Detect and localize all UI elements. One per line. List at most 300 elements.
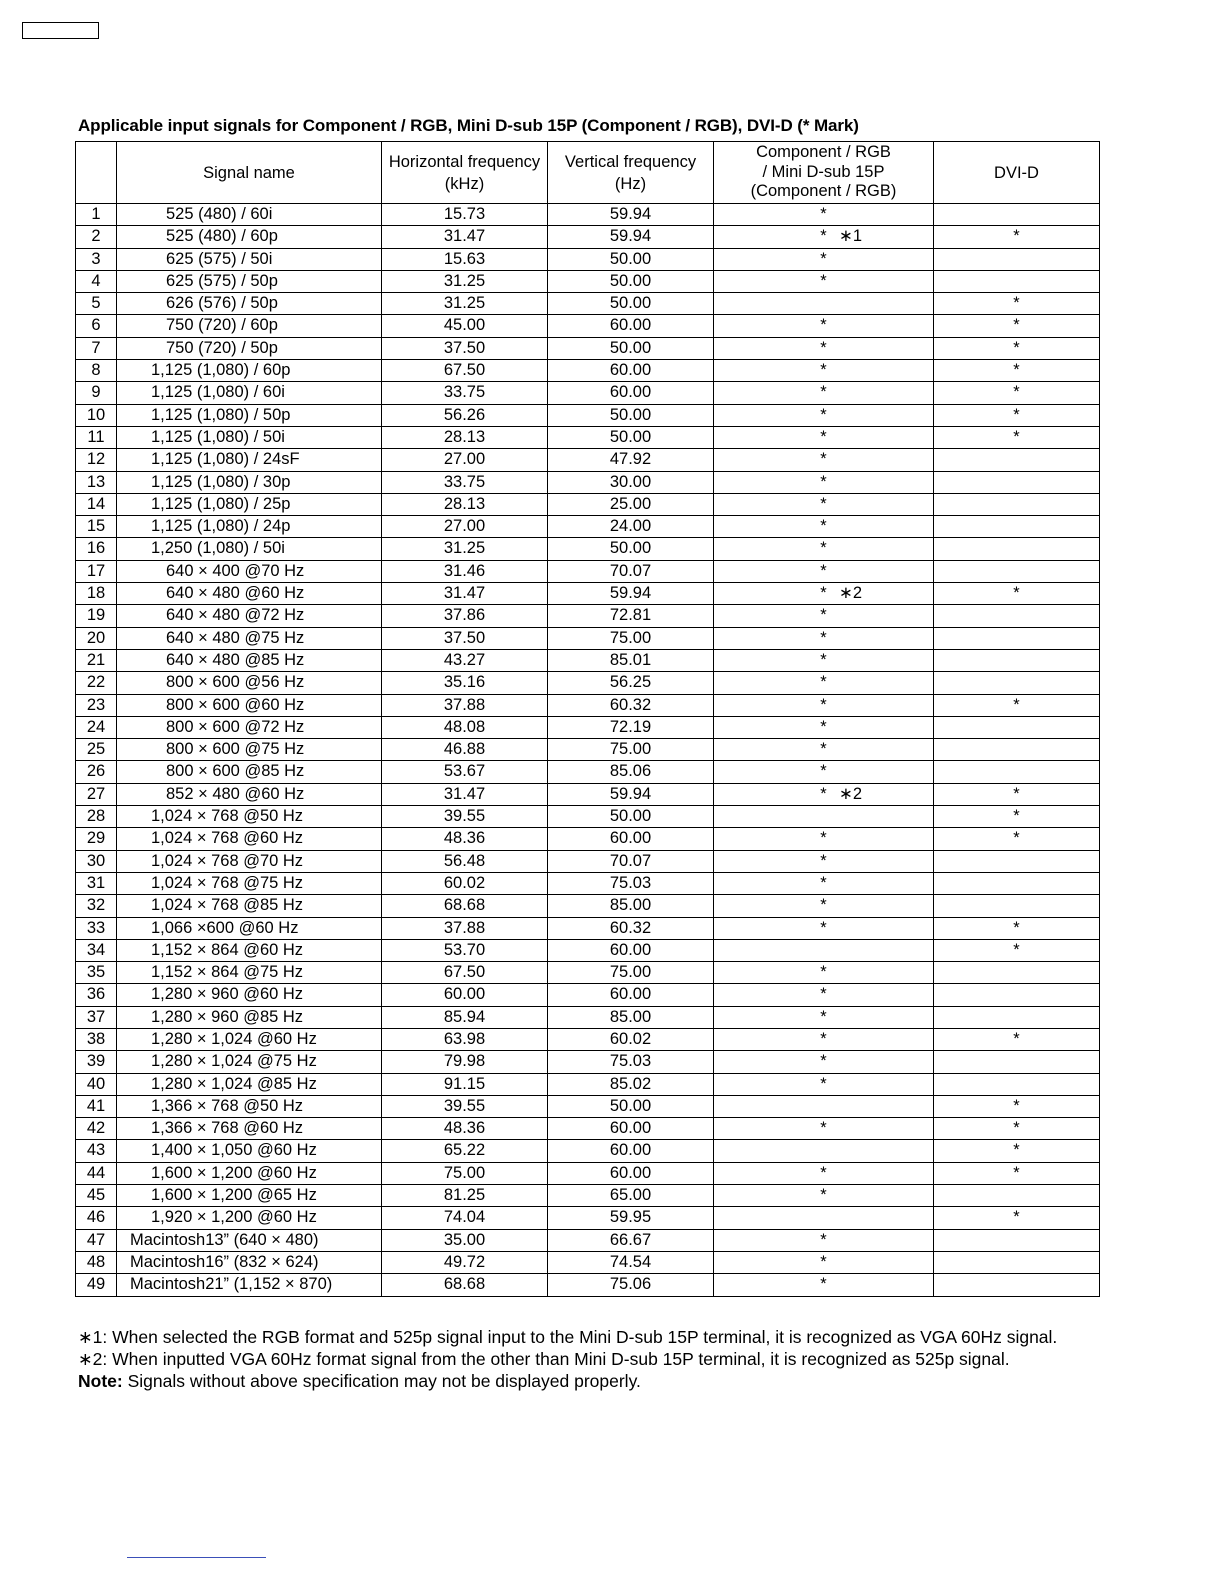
horizontal-frequency: 37.50 — [382, 627, 548, 649]
header-comp-line3: (Component / RGB) — [750, 182, 897, 201]
component-mark-asterisk: * — [820, 1074, 827, 1093]
row-number: 14 — [76, 493, 117, 515]
component-mark-asterisk: * — [820, 717, 827, 736]
horizontal-frequency: 35.00 — [382, 1229, 548, 1251]
signal-name — [117, 895, 382, 917]
footnotes — [78, 1326, 1057, 1392]
dvi-d-mark — [934, 716, 1100, 738]
component-rgb-mark — [714, 516, 934, 538]
component-rgb-mark — [714, 493, 934, 515]
vertical-frequency: 60.00 — [548, 984, 714, 1006]
component-mark-asterisk: * — [820, 249, 827, 268]
signal-name — [117, 471, 382, 493]
table-row — [76, 583, 1100, 605]
row-number: 1 — [76, 204, 117, 226]
row-number: 29 — [76, 828, 117, 850]
signal-name-text: 1,366 × 768 @60 Hz — [151, 1119, 304, 1138]
horizontal-frequency: 15.63 — [382, 248, 548, 270]
footnote-reference: ∗2 — [839, 584, 863, 603]
signal-name — [117, 1229, 382, 1251]
signal-name — [117, 404, 382, 426]
signal-name — [117, 293, 382, 315]
signal-name-text: 1,280 × 1,024 @60 Hz — [151, 1029, 317, 1048]
row-number: 31 — [76, 872, 117, 894]
table-row — [76, 560, 1100, 582]
horizontal-frequency: 60.00 — [382, 984, 548, 1006]
dvi-d-mark — [934, 627, 1100, 649]
table-row — [76, 493, 1100, 515]
header-vfreq-line2: (Hz) — [614, 174, 647, 193]
dvi-d-mark: * — [934, 315, 1100, 337]
vertical-frequency: 85.00 — [548, 1006, 714, 1028]
dvi-d-mark — [934, 1051, 1100, 1073]
vertical-frequency: 50.00 — [548, 270, 714, 292]
row-number: 26 — [76, 761, 117, 783]
dvi-d-mark — [934, 493, 1100, 515]
component-rgb-mark — [714, 248, 934, 270]
signal-name-text: 1,250 (1,080) / 50i — [151, 539, 285, 558]
row-number: 47 — [76, 1229, 117, 1251]
vertical-frequency: 60.00 — [548, 382, 714, 404]
row-number: 33 — [76, 917, 117, 939]
dvi-d-mark: * — [934, 337, 1100, 359]
table-row — [76, 1118, 1100, 1140]
signal-name — [117, 337, 382, 359]
component-mark-asterisk: * — [820, 561, 827, 580]
vertical-frequency: 75.03 — [548, 872, 714, 894]
table-row — [76, 1274, 1100, 1296]
horizontal-frequency: 53.70 — [382, 939, 548, 961]
dvi-d-mark — [934, 1274, 1100, 1296]
component-rgb-mark — [714, 1118, 934, 1140]
vertical-frequency: 56.25 — [548, 672, 714, 694]
signal-name-text: 1,600 × 1,200 @60 Hz — [151, 1163, 317, 1182]
vertical-frequency: 72.19 — [548, 716, 714, 738]
horizontal-frequency: 28.13 — [382, 426, 548, 448]
component-rgb-mark — [714, 850, 934, 872]
component-rgb-mark — [714, 404, 934, 426]
component-rgb-mark — [714, 1274, 934, 1296]
footnote-reference: ∗1 — [839, 227, 863, 246]
row-number: 36 — [76, 984, 117, 1006]
component-rgb-mark — [714, 337, 934, 359]
row-number: 43 — [76, 1140, 117, 1162]
signal-name-text: 1,280 × 1,024 @85 Hz — [151, 1074, 317, 1093]
row-number: 41 — [76, 1095, 117, 1117]
signal-name-text: 1,125 (1,080) / 50i — [151, 427, 285, 446]
signal-name-text: 1,125 (1,080) / 60p — [151, 361, 291, 380]
row-number: 11 — [76, 426, 117, 448]
vertical-frequency: 75.06 — [548, 1274, 714, 1296]
component-mark-asterisk: * — [820, 472, 827, 491]
header-number — [76, 142, 117, 204]
vertical-frequency: 59.94 — [548, 783, 714, 805]
signal-name-text: Macintosh16” (832 × 624) — [130, 1252, 319, 1271]
component-mark-asterisk: * — [820, 205, 827, 223]
signal-name — [117, 360, 382, 382]
vertical-frequency: 50.00 — [548, 1095, 714, 1117]
header-horizontal-frequency — [382, 142, 548, 204]
table-row — [76, 917, 1100, 939]
signal-name — [117, 761, 382, 783]
signal-name-text: 800 × 600 @75 Hz — [166, 740, 305, 759]
table-row — [76, 538, 1100, 560]
note-line — [78, 1370, 1057, 1392]
component-rgb-mark — [714, 1028, 934, 1050]
table-row — [76, 293, 1100, 315]
component-rgb-mark — [714, 984, 934, 1006]
table-row — [76, 649, 1100, 671]
horizontal-frequency: 48.36 — [382, 828, 548, 850]
horizontal-frequency: 75.00 — [382, 1162, 548, 1184]
signal-name-text: 1,125 (1,080) / 25p — [151, 494, 291, 513]
table-row — [76, 1028, 1100, 1050]
component-rgb-mark — [714, 806, 934, 828]
dvi-d-mark: * — [934, 404, 1100, 426]
signal-name — [117, 560, 382, 582]
signal-name — [117, 605, 382, 627]
row-number: 39 — [76, 1051, 117, 1073]
vertical-frequency: 70.07 — [548, 560, 714, 582]
signal-name-text: 626 (576) / 50p — [166, 294, 278, 313]
signal-name — [117, 270, 382, 292]
signal-name — [117, 627, 382, 649]
component-rgb-mark — [714, 627, 934, 649]
dvi-d-mark: * — [934, 828, 1100, 850]
vertical-frequency: 50.00 — [548, 538, 714, 560]
signal-name-text: 1,280 × 960 @85 Hz — [151, 1007, 304, 1026]
component-rgb-mark — [714, 649, 934, 671]
signal-name-text: Macintosh13” (640 × 480) — [130, 1230, 319, 1249]
row-number: 3 — [76, 248, 117, 270]
horizontal-frequency: 68.68 — [382, 895, 548, 917]
horizontal-frequency: 37.88 — [382, 694, 548, 716]
dvi-d-mark: * — [934, 917, 1100, 939]
table-row — [76, 315, 1100, 337]
row-number: 42 — [76, 1118, 117, 1140]
vertical-frequency: 70.07 — [548, 850, 714, 872]
signal-name-text: 1,125 (1,080) / 30p — [151, 472, 291, 491]
vertical-frequency: 59.94 — [548, 583, 714, 605]
signal-name — [117, 694, 382, 716]
footnote-1: ∗1: When selected the RGB format and 525p signal input to the Mini D-sub 15P terminal, it is recognized as VGA 60Hz signal. — [78, 1327, 1058, 1347]
table-row — [76, 627, 1100, 649]
dvi-d-mark — [934, 872, 1100, 894]
vertical-frequency: 50.00 — [548, 293, 714, 315]
signal-name — [117, 783, 382, 805]
signal-name — [117, 828, 382, 850]
dvi-d-mark: * — [934, 583, 1100, 605]
signal-name-text: 1,920 × 1,200 @60 Hz — [151, 1208, 317, 1227]
table-row — [76, 360, 1100, 382]
component-mark-asterisk: * — [820, 338, 827, 357]
horizontal-frequency: 67.50 — [382, 360, 548, 382]
signal-name — [117, 1073, 382, 1095]
row-number: 45 — [76, 1185, 117, 1207]
horizontal-frequency: 60.02 — [382, 872, 548, 894]
horizontal-frequency: 67.50 — [382, 962, 548, 984]
signal-name-text: 640 × 480 @60 Hz — [166, 584, 305, 603]
vertical-frequency: 50.00 — [548, 248, 714, 270]
dvi-d-mark: * — [934, 382, 1100, 404]
horizontal-frequency: 27.00 — [382, 449, 548, 471]
signal-name-text: 1,125 (1,080) / 60i — [151, 383, 285, 402]
component-rgb-mark — [714, 605, 934, 627]
signal-name — [117, 1095, 382, 1117]
page-corner-box — [22, 22, 99, 39]
dvi-d-mark: * — [934, 939, 1100, 961]
signal-name-text: 1,125 (1,080) / 24p — [151, 517, 291, 536]
horizontal-frequency: 31.25 — [382, 270, 548, 292]
component-mark-asterisk: * — [820, 1230, 827, 1249]
row-number: 44 — [76, 1162, 117, 1184]
component-mark-asterisk: * — [820, 1052, 827, 1071]
vertical-frequency: 66.67 — [548, 1229, 714, 1251]
component-mark-asterisk: * — [820, 227, 827, 246]
signal-name-text: 1,280 × 1,024 @75 Hz — [151, 1052, 317, 1071]
vertical-frequency: 60.00 — [548, 1162, 714, 1184]
table-row — [76, 449, 1100, 471]
component-mark-asterisk: * — [820, 1275, 827, 1294]
dvi-d-mark — [934, 516, 1100, 538]
signal-name — [117, 806, 382, 828]
signal-name-text: 1,400 × 1,050 @60 Hz — [151, 1141, 317, 1160]
bottom-link-line — [127, 1557, 266, 1558]
signal-name — [117, 248, 382, 270]
dvi-d-mark — [934, 449, 1100, 471]
component-rgb-mark — [714, 1095, 934, 1117]
row-number: 5 — [76, 293, 117, 315]
horizontal-frequency: 85.94 — [382, 1006, 548, 1028]
dvi-d-mark — [934, 605, 1100, 627]
signal-name — [117, 1028, 382, 1050]
horizontal-frequency: 65.22 — [382, 1140, 548, 1162]
table-row — [76, 404, 1100, 426]
component-mark-asterisk: * — [820, 584, 827, 603]
component-mark-asterisk: * — [820, 985, 827, 1004]
horizontal-frequency: 74.04 — [382, 1207, 548, 1229]
table-row — [76, 694, 1100, 716]
component-rgb-mark — [714, 716, 934, 738]
signal-name-text: 750 (720) / 60p — [166, 316, 278, 335]
dvi-d-mark — [934, 672, 1100, 694]
footnote-2: ∗2: When inputted VGA 60Hz format signal from the other than Mini D-sub 15P terminal, it is recognized as 525p signal. — [78, 1349, 1010, 1369]
dvi-d-mark — [934, 270, 1100, 292]
table-row — [76, 1229, 1100, 1251]
dvi-d-mark: * — [934, 226, 1100, 248]
horizontal-frequency: 63.98 — [382, 1028, 548, 1050]
component-rgb-mark — [714, 672, 934, 694]
horizontal-frequency: 56.26 — [382, 404, 548, 426]
table-row — [76, 248, 1100, 270]
dvi-d-mark: * — [934, 1028, 1100, 1050]
table-row — [76, 426, 1100, 448]
horizontal-frequency: 81.25 — [382, 1185, 548, 1207]
horizontal-frequency: 31.46 — [382, 560, 548, 582]
component-mark-asterisk: * — [820, 606, 827, 625]
component-mark-asterisk: * — [820, 695, 827, 714]
vertical-frequency: 24.00 — [548, 516, 714, 538]
signal-name-text: 1,125 (1,080) / 50p — [151, 405, 291, 424]
signal-name-text: Macintosh21” (1,152 × 870) — [130, 1275, 333, 1294]
row-number: 34 — [76, 939, 117, 961]
signal-name — [117, 1051, 382, 1073]
row-number: 24 — [76, 716, 117, 738]
vertical-frequency: 50.00 — [548, 426, 714, 448]
signal-name-text: 1,066 ×600 @60 Hz — [151, 918, 299, 937]
signal-name-text: 1,125 (1,080) / 24sF — [151, 450, 300, 469]
horizontal-frequency: 39.55 — [382, 1095, 548, 1117]
dvi-d-mark: * — [934, 1095, 1100, 1117]
component-mark-asterisk: * — [820, 1186, 827, 1205]
dvi-d-mark — [934, 962, 1100, 984]
row-number: 4 — [76, 270, 117, 292]
component-rgb-mark — [714, 426, 934, 448]
horizontal-frequency: 46.88 — [382, 739, 548, 761]
signal-name-text: 852 × 480 @60 Hz — [166, 784, 305, 803]
signal-name — [117, 1162, 382, 1184]
horizontal-frequency: 37.88 — [382, 917, 548, 939]
horizontal-frequency: 35.16 — [382, 672, 548, 694]
table-row — [76, 1185, 1100, 1207]
horizontal-frequency: 33.75 — [382, 471, 548, 493]
component-rgb-mark — [714, 694, 934, 716]
note-text: Signals without above specification may not be displayed properly. — [122, 1371, 641, 1391]
component-rgb-mark — [714, 204, 934, 226]
table-row — [76, 337, 1100, 359]
signal-name-text: 640 × 480 @72 Hz — [166, 606, 305, 625]
vertical-frequency: 50.00 — [548, 337, 714, 359]
signal-name — [117, 382, 382, 404]
component-mark-asterisk: * — [820, 740, 827, 759]
horizontal-frequency: 53.67 — [382, 761, 548, 783]
table-row — [76, 270, 1100, 292]
table-header-row — [76, 142, 1100, 204]
dvi-d-mark: * — [934, 806, 1100, 828]
component-mark-asterisk: * — [820, 450, 827, 469]
vertical-frequency: 60.00 — [548, 1118, 714, 1140]
signal-name — [117, 583, 382, 605]
component-rgb-mark — [714, 1073, 934, 1095]
row-number: 48 — [76, 1251, 117, 1273]
vertical-frequency: 25.00 — [548, 493, 714, 515]
signals-table — [75, 141, 1100, 1297]
table-row — [76, 1051, 1100, 1073]
row-number: 23 — [76, 694, 117, 716]
row-number: 15 — [76, 516, 117, 538]
signal-name-text: 1,024 × 768 @75 Hz — [151, 873, 304, 892]
signal-name-text: 640 × 480 @85 Hz — [166, 650, 305, 669]
signal-name — [117, 1006, 382, 1028]
table-row — [76, 895, 1100, 917]
table-row — [76, 828, 1100, 850]
signal-name-text: 800 × 600 @60 Hz — [166, 695, 305, 714]
component-rgb-mark — [714, 471, 934, 493]
dvi-d-mark: * — [934, 360, 1100, 382]
signal-name — [117, 493, 382, 515]
dvi-d-mark: * — [934, 1140, 1100, 1162]
signal-name-text: 800 × 600 @72 Hz — [166, 717, 305, 736]
vertical-frequency: 60.02 — [548, 1028, 714, 1050]
vertical-frequency: 50.00 — [548, 806, 714, 828]
row-number: 30 — [76, 850, 117, 872]
signal-name-text: 640 × 480 @75 Hz — [166, 628, 305, 647]
signal-name-text: 525 (480) / 60p — [166, 227, 278, 246]
dvi-d-mark: * — [934, 783, 1100, 805]
horizontal-frequency: 49.72 — [382, 1251, 548, 1273]
component-rgb-mark — [714, 1185, 934, 1207]
signal-name — [117, 1207, 382, 1229]
row-number: 38 — [76, 1028, 117, 1050]
component-rgb-mark — [714, 382, 934, 404]
table-row — [76, 226, 1100, 248]
component-rgb-mark — [714, 1229, 934, 1251]
component-mark-asterisk: * — [820, 851, 827, 870]
dvi-d-mark — [934, 560, 1100, 582]
vertical-frequency: 60.00 — [548, 939, 714, 961]
table-row — [76, 382, 1100, 404]
dvi-d-mark: * — [934, 1118, 1100, 1140]
signal-name-text: 1,024 × 768 @50 Hz — [151, 807, 304, 826]
component-rgb-mark — [714, 895, 934, 917]
vertical-frequency: 75.00 — [548, 739, 714, 761]
dvi-d-mark — [934, 1073, 1100, 1095]
signal-name-text: 1,152 × 864 @75 Hz — [151, 963, 304, 982]
header-hfreq-line1: Horizontal frequency — [388, 152, 541, 171]
row-number: 22 — [76, 672, 117, 694]
signal-name — [117, 315, 382, 337]
horizontal-frequency: 31.25 — [382, 538, 548, 560]
horizontal-frequency: 56.48 — [382, 850, 548, 872]
horizontal-frequency: 33.75 — [382, 382, 548, 404]
component-rgb-mark — [714, 1140, 934, 1162]
dvi-d-mark — [934, 538, 1100, 560]
header-dvi-d: DVI-D — [934, 142, 1100, 204]
signal-name — [117, 962, 382, 984]
component-rgb-mark — [714, 828, 934, 850]
component-rgb-mark — [714, 1207, 934, 1229]
row-number: 46 — [76, 1207, 117, 1229]
signal-name-text: 640 × 400 @70 Hz — [166, 561, 305, 580]
horizontal-frequency: 31.47 — [382, 226, 548, 248]
vertical-frequency: 85.00 — [548, 895, 714, 917]
component-mark-asterisk: * — [820, 316, 827, 335]
signal-name — [117, 449, 382, 471]
dvi-d-mark: * — [934, 1207, 1100, 1229]
component-mark-asterisk: * — [820, 1029, 827, 1048]
header-vfreq-line1: Vertical frequency — [564, 152, 697, 171]
dvi-d-mark: * — [934, 426, 1100, 448]
component-mark-asterisk: * — [820, 1163, 827, 1182]
table-row — [76, 1251, 1100, 1273]
dvi-d-mark — [934, 1185, 1100, 1207]
row-number: 25 — [76, 739, 117, 761]
vertical-frequency: 59.95 — [548, 1207, 714, 1229]
component-rgb-mark — [714, 538, 934, 560]
dvi-d-mark: * — [934, 1162, 1100, 1184]
signal-name-text: 1,280 × 960 @60 Hz — [151, 985, 304, 1004]
dvi-d-mark: * — [934, 694, 1100, 716]
signal-name — [117, 739, 382, 761]
vertical-frequency: 59.94 — [548, 204, 714, 226]
table-row — [76, 984, 1100, 1006]
signal-name — [117, 226, 382, 248]
signal-name — [117, 716, 382, 738]
row-number: 8 — [76, 360, 117, 382]
signal-name-text: 1,024 × 768 @60 Hz — [151, 829, 304, 848]
component-rgb-mark — [714, 583, 934, 605]
dvi-d-mark — [934, 850, 1100, 872]
